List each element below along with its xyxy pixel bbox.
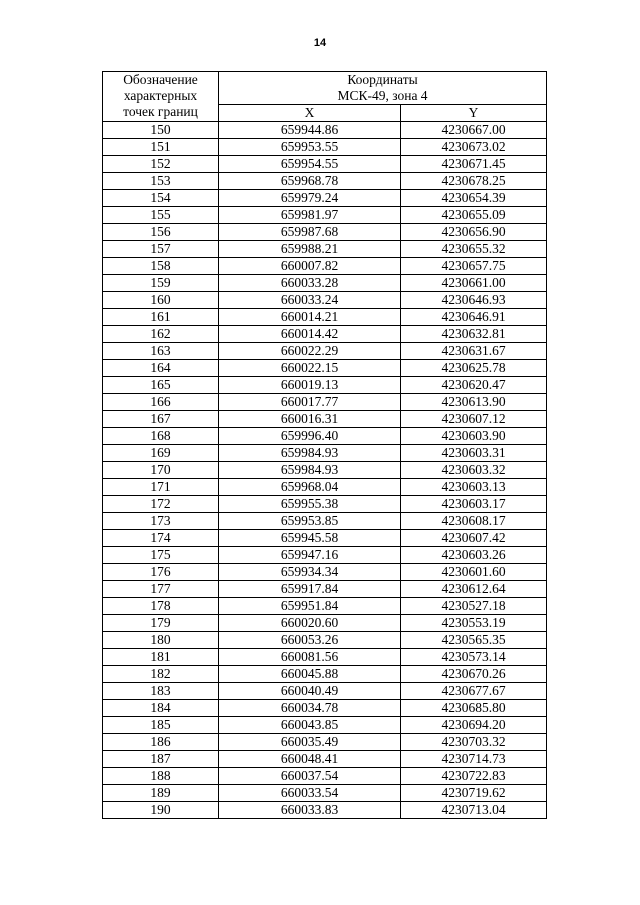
x-coordinate-cell: 659968.78 (219, 173, 401, 190)
table-row (103, 683, 547, 700)
table-row (103, 615, 547, 632)
table-row (103, 258, 547, 275)
y-coordinate-cell: 4230719.62 (401, 785, 547, 802)
point-number-cell: 167 (103, 411, 219, 428)
table-row (103, 156, 547, 173)
x-coordinate-cell: 659984.93 (219, 462, 401, 479)
y-coordinate-cell: 4230601.60 (401, 564, 547, 581)
x-coordinate-cell: 660022.15 (219, 360, 401, 377)
x-coordinate-cell: 659987.68 (219, 224, 401, 241)
point-number-cell: 177 (103, 581, 219, 598)
y-coordinate-cell: 4230713.04 (401, 802, 547, 819)
y-coordinate-cell: 4230670.26 (401, 666, 547, 683)
point-number-cell: 154 (103, 190, 219, 207)
table-row (103, 173, 547, 190)
x-coordinate-cell: 660035.49 (219, 734, 401, 751)
table-row (103, 309, 547, 326)
x-coordinate-cell: 660037.54 (219, 768, 401, 785)
x-coordinate-cell: 660048.41 (219, 751, 401, 768)
table-row (103, 292, 547, 309)
x-coordinate-cell: 659996.40 (219, 428, 401, 445)
x-column-header: X (219, 105, 401, 122)
x-coordinate-cell: 660019.13 (219, 377, 401, 394)
table-row (103, 751, 547, 768)
point-number-cell: 158 (103, 258, 219, 275)
y-column-header: Y (401, 105, 547, 122)
table-row (103, 445, 547, 462)
y-coordinate-cell: 4230646.93 (401, 292, 547, 309)
x-coordinate-cell: 660014.42 (219, 326, 401, 343)
point-number-cell: 183 (103, 683, 219, 700)
x-coordinate-cell: 659988.21 (219, 241, 401, 258)
y-coordinate-cell: 4230603.31 (401, 445, 547, 462)
table-header (103, 72, 547, 122)
point-number-cell: 175 (103, 547, 219, 564)
point-number-cell: 168 (103, 428, 219, 445)
x-coordinate-cell: 659934.34 (219, 564, 401, 581)
table-row (103, 462, 547, 479)
table-row (103, 734, 547, 751)
point-number-cell: 176 (103, 564, 219, 581)
point-number-cell: 172 (103, 496, 219, 513)
y-coordinate-cell: 4230714.73 (401, 751, 547, 768)
y-coordinate-cell: 4230620.47 (401, 377, 547, 394)
table-row (103, 190, 547, 207)
y-coordinate-cell: 4230603.26 (401, 547, 547, 564)
y-coordinate-cell: 4230685.80 (401, 700, 547, 717)
point-number-cell: 165 (103, 377, 219, 394)
y-coordinate-cell: 4230631.67 (401, 343, 547, 360)
y-coordinate-cell: 4230625.78 (401, 360, 547, 377)
table-row (103, 666, 547, 683)
point-number-cell: 156 (103, 224, 219, 241)
table-row (103, 632, 547, 649)
table-row (103, 224, 547, 241)
y-coordinate-cell: 4230607.42 (401, 530, 547, 547)
y-coordinate-cell: 4230646.91 (401, 309, 547, 326)
x-coordinate-cell: 659944.86 (219, 122, 401, 139)
x-coordinate-cell: 659917.84 (219, 581, 401, 598)
y-coordinate-cell: 4230677.67 (401, 683, 547, 700)
x-coordinate-cell: 659954.55 (219, 156, 401, 173)
y-coordinate-cell: 4230655.32 (401, 241, 547, 258)
point-number-cell: 179 (103, 615, 219, 632)
x-coordinate-cell: 660033.83 (219, 802, 401, 819)
y-coordinate-cell: 4230573.14 (401, 649, 547, 666)
point-number-cell: 160 (103, 292, 219, 309)
point-number-cell: 164 (103, 360, 219, 377)
y-coordinate-cell: 4230608.17 (401, 513, 547, 530)
point-number-cell: 153 (103, 173, 219, 190)
point-number-cell: 152 (103, 156, 219, 173)
y-coordinate-cell: 4230694.20 (401, 717, 547, 734)
x-coordinate-cell: 660007.82 (219, 258, 401, 275)
table-row (103, 717, 547, 734)
x-coordinate-cell: 660043.85 (219, 717, 401, 734)
point-number-cell: 174 (103, 530, 219, 547)
y-coordinate-cell: 4230603.32 (401, 462, 547, 479)
table-body (103, 122, 547, 819)
y-coordinate-cell: 4230603.13 (401, 479, 547, 496)
point-header-line: характерных (123, 88, 198, 103)
point-number-cell: 178 (103, 598, 219, 615)
table-row (103, 122, 547, 139)
coordinates-table (102, 71, 547, 819)
x-coordinate-cell: 660081.56 (219, 649, 401, 666)
table-row (103, 649, 547, 666)
table-row (103, 700, 547, 717)
page-number: 14 (313, 37, 327, 49)
table-row (103, 581, 547, 598)
x-coordinate-cell: 660022.29 (219, 343, 401, 360)
table-row (103, 479, 547, 496)
point-number-cell: 169 (103, 445, 219, 462)
y-coordinate-cell: 4230603.90 (401, 428, 547, 445)
y-coordinate-cell: 4230654.39 (401, 190, 547, 207)
point-number-cell: 188 (103, 768, 219, 785)
y-coordinate-cell: 4230527.18 (401, 598, 547, 615)
y-coordinate-cell: 4230661.00 (401, 275, 547, 292)
x-coordinate-cell: 659953.55 (219, 139, 401, 156)
y-coordinate-cell: 4230553.19 (401, 615, 547, 632)
point-number-cell: 159 (103, 275, 219, 292)
table-row (103, 377, 547, 394)
point-header-line: точек границ (123, 104, 198, 119)
point-number-cell: 170 (103, 462, 219, 479)
x-coordinate-cell: 659984.93 (219, 445, 401, 462)
table-row (103, 411, 547, 428)
y-coordinate-cell: 4230722.83 (401, 768, 547, 785)
table-row (103, 343, 547, 360)
table-row (103, 785, 547, 802)
x-coordinate-cell: 660040.49 (219, 683, 401, 700)
point-number-cell: 155 (103, 207, 219, 224)
x-coordinate-cell: 659945.58 (219, 530, 401, 547)
point-number-cell: 187 (103, 751, 219, 768)
x-coordinate-cell: 659953.85 (219, 513, 401, 530)
table-row (103, 360, 547, 377)
y-coordinate-cell: 4230673.02 (401, 139, 547, 156)
point-number-cell: 186 (103, 734, 219, 751)
y-coordinate-cell: 4230703.32 (401, 734, 547, 751)
table-row (103, 275, 547, 292)
y-coordinate-cell: 4230613.90 (401, 394, 547, 411)
x-coordinate-cell: 660016.31 (219, 411, 401, 428)
point-number-cell: 180 (103, 632, 219, 649)
point-number-cell: 150 (103, 122, 219, 139)
table-row (103, 564, 547, 581)
y-coordinate-cell: 4230632.81 (401, 326, 547, 343)
point-number-cell: 181 (103, 649, 219, 666)
point-number-cell: 162 (103, 326, 219, 343)
table-row (103, 598, 547, 615)
coordinate-system: МСК-49, зона 4 (337, 88, 428, 103)
point-number-cell: 171 (103, 479, 219, 496)
point-number-cell: 185 (103, 717, 219, 734)
x-coordinate-cell: 660053.26 (219, 632, 401, 649)
x-coordinate-cell: 660014.21 (219, 309, 401, 326)
x-coordinate-cell: 660033.54 (219, 785, 401, 802)
table-row (103, 428, 547, 445)
table-row (103, 547, 547, 564)
x-coordinate-cell: 660034.78 (219, 700, 401, 717)
x-coordinate-cell: 659979.24 (219, 190, 401, 207)
table-row (103, 768, 547, 785)
point-number-cell: 163 (103, 343, 219, 360)
point-number-cell: 173 (103, 513, 219, 530)
y-coordinate-cell: 4230657.75 (401, 258, 547, 275)
table-row (103, 394, 547, 411)
x-coordinate-cell: 660033.24 (219, 292, 401, 309)
point-number-cell: 157 (103, 241, 219, 258)
x-coordinate-cell: 660020.60 (219, 615, 401, 632)
point-number-cell: 161 (103, 309, 219, 326)
point-header-line: Обозначение (123, 72, 198, 87)
y-coordinate-cell: 4230565.35 (401, 632, 547, 649)
table-row (103, 207, 547, 224)
x-coordinate-cell: 660017.77 (219, 394, 401, 411)
x-coordinate-cell: 659951.84 (219, 598, 401, 615)
x-coordinate-cell: 659981.97 (219, 207, 401, 224)
coordinates-header (219, 72, 547, 105)
table-row (103, 513, 547, 530)
y-coordinate-cell: 4230656.90 (401, 224, 547, 241)
table-row (103, 326, 547, 343)
table-row (103, 241, 547, 258)
point-number-cell: 190 (103, 802, 219, 819)
y-coordinate-cell: 4230671.45 (401, 156, 547, 173)
table-row (103, 530, 547, 547)
y-coordinate-cell: 4230607.12 (401, 411, 547, 428)
point-number-cell: 151 (103, 139, 219, 156)
point-number-cell: 182 (103, 666, 219, 683)
table-row (103, 802, 547, 819)
y-coordinate-cell: 4230678.25 (401, 173, 547, 190)
y-coordinate-cell: 4230603.17 (401, 496, 547, 513)
point-number-cell: 184 (103, 700, 219, 717)
table-row (103, 496, 547, 513)
x-coordinate-cell: 660045.88 (219, 666, 401, 683)
y-coordinate-cell: 4230655.09 (401, 207, 547, 224)
point-designation-header (103, 72, 219, 122)
y-coordinate-cell: 4230612.64 (401, 581, 547, 598)
x-coordinate-cell: 659947.16 (219, 547, 401, 564)
point-number-cell: 189 (103, 785, 219, 802)
x-coordinate-cell: 660033.28 (219, 275, 401, 292)
x-coordinate-cell: 659955.38 (219, 496, 401, 513)
coordinates-title: Координаты (347, 72, 418, 87)
x-coordinate-cell: 659968.04 (219, 479, 401, 496)
y-coordinate-cell: 4230667.00 (401, 122, 547, 139)
table-row (103, 139, 547, 156)
point-number-cell: 166 (103, 394, 219, 411)
